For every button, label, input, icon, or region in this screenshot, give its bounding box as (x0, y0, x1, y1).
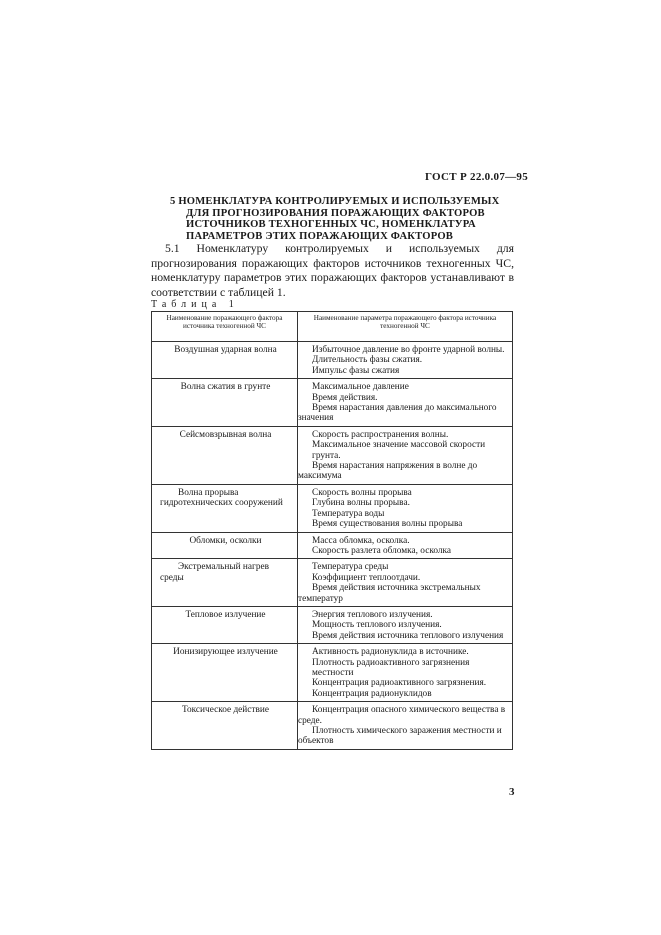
param-line: Скорость разлета обломка, осколка (312, 545, 452, 556)
factor-cell (152, 702, 298, 750)
table-row (152, 606, 513, 643)
factor-cell (152, 379, 298, 427)
table-row (152, 532, 513, 559)
factor-name: Сейсмовзрывная волна (179, 429, 272, 440)
table-header-row (152, 312, 513, 342)
factor-cell (152, 342, 298, 379)
params-cell (298, 379, 513, 427)
section-title-line: 5 НОМЕНКЛАТУРА КОНТРОЛИРУЕМЫХ И ИСПОЛЬЗУЕМЫХ (170, 196, 500, 207)
table-row (152, 559, 513, 607)
params-cell (298, 702, 513, 750)
factor-name: Ионизирующее излучение (173, 647, 278, 658)
param-line: Скорость волны прорыва (312, 487, 412, 498)
param-line: Активность радионуклида в источнике. (312, 647, 469, 658)
param-line: Мощность теплового излучения. (312, 620, 442, 631)
param-line: Скорость распространения волны. (312, 429, 449, 440)
param-line: Время действия источника экстремальных температур (298, 583, 481, 604)
param-line: Время нарастания напряжения в волне до максимума (298, 461, 478, 482)
param-line: Энергия теплового излучения. (312, 609, 433, 620)
factor-cell (152, 606, 298, 643)
table-row (152, 426, 513, 484)
section-title (170, 196, 500, 242)
factor-cell (152, 559, 298, 607)
table-row (152, 379, 513, 427)
section-title-line: ПАРАМЕТРОВ ЭТИХ ПОРАЖАЮЩИХ ФАКТОРОВ (186, 230, 454, 242)
param-line: Плотность радиоактивного загрязнения местности (312, 657, 470, 678)
table-header-factor: Наименование поражающего фактора источника техногенной ЧС (152, 312, 298, 342)
section-paragraph: 5.1 Номенклатуру контролируемых и используемых для прогнозирования поражающих факторов источников техногенных ЧС, номенклатуру параметров этих поражающих факторов устанавливают в соответствии с таблицей 1. (151, 242, 514, 299)
params-cell (298, 606, 513, 643)
params-cell (298, 426, 513, 484)
factor-name: Тепловое излучение (185, 609, 266, 620)
param-line: Длительность фазы сжатия. (312, 355, 423, 366)
param-line: Коэффициент теплоотдачи. (312, 572, 421, 583)
param-line: Время действия. (312, 392, 378, 403)
param-line: Импульс фазы сжатия (312, 365, 400, 376)
factor-name: Экстремальный нагрев среды (160, 562, 270, 583)
param-line: Плотность химического заражения местности и объектов (298, 726, 502, 747)
factor-cell (152, 644, 298, 702)
factor-cell (152, 532, 298, 559)
param-line: Концентрация опасного химического вещества в среде. (298, 705, 506, 726)
param-line: Глубина волны прорыва. (312, 498, 410, 509)
param-line: Время действия источника теплового излучения (312, 630, 504, 641)
section-title-line: ИСТОЧНИКОВ ТЕХНОГЕННЫХ ЧС, НОМЕНКЛАТУРА (186, 219, 476, 230)
table-row (152, 644, 513, 702)
table-header-parameter: Наименование параметра поражающего фактора источника техногенной ЧС (298, 312, 513, 342)
params-cell (298, 559, 513, 607)
param-line: Температура среды (312, 562, 389, 573)
factor-name: Обломки, осколки (189, 535, 262, 546)
params-cell (298, 644, 513, 702)
factor-name: Волна прорыва гидротехнических сооружений (160, 487, 283, 509)
param-line: Концентрация радиоактивного загрязнения. (312, 678, 487, 689)
params-cell (298, 484, 513, 532)
param-line: Время нарастания давления до максимального значения (298, 403, 497, 424)
table-row (152, 342, 513, 379)
factor-name: Волна сжатия в грунте (180, 382, 271, 393)
table-row (152, 484, 513, 532)
section-title-line: ДЛЯ ПРОГНОЗИРОВАНИЯ ПОРАЖАЮЩИХ ФАКТОРОВ (186, 207, 485, 219)
factor-name: Воздушная ударная волна (174, 345, 277, 355)
table-row (152, 702, 513, 750)
document-code: ГОСТ Р 22.0.07—95 (425, 171, 529, 183)
table-label: Таблица 1 (151, 299, 239, 310)
param-line: Избыточное давление во фронте ударной волны. (312, 345, 505, 355)
param-line: Масса обломка, осколка. (312, 535, 410, 546)
factors-table (151, 311, 513, 750)
page-number: 3 (509, 786, 515, 798)
factor-name: Токсическое действие (182, 705, 269, 716)
params-cell (298, 342, 513, 379)
factor-cell (152, 426, 298, 484)
factor-cell (152, 484, 298, 532)
param-line: Концентрация радионуклидов (312, 688, 432, 699)
param-line: Максимальное значение массовой скорости грунта. (312, 440, 486, 461)
param-line: Максимальное давление (312, 382, 409, 393)
params-cell (298, 532, 513, 559)
param-line: Время существования волны прорыва (312, 519, 463, 530)
param-line: Температура воды (312, 508, 385, 519)
